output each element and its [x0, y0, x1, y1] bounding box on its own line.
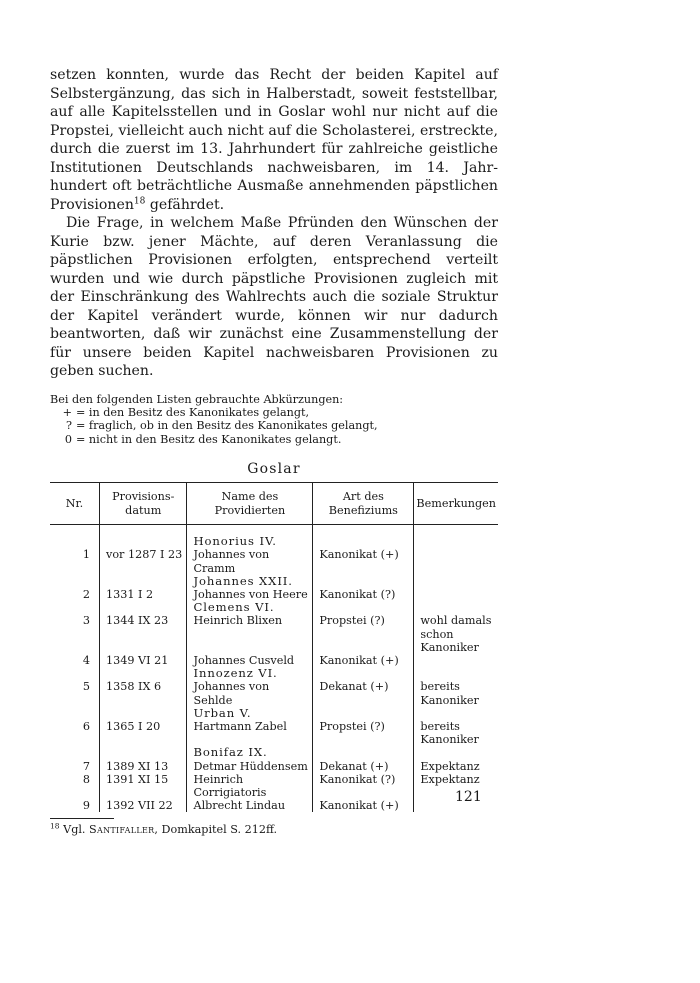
remark-line: Kanoniker — [420, 693, 479, 707]
cell-nr-empty — [50, 746, 100, 759]
header-art-line-2: Benefiziums — [328, 503, 398, 517]
cell-art: Propstei (?) — [313, 614, 414, 654]
cell-name: Johannes von Heere — [187, 588, 313, 601]
cell-art-empty — [313, 535, 414, 548]
cell-bemerkungen — [414, 614, 498, 654]
cell-nr-empty — [50, 667, 100, 680]
abbreviation-item — [50, 406, 498, 419]
header-nr — [50, 483, 100, 525]
body-paragraph-2: Die Frage, in welchem Maße Pfründen den Wünschen der Kurie bzw. jener Mächte, auf deren Veranlassung die päpstlichen Provisionen erfolgten, entsprechend verteilt wurden und wie durch päpstliche Provisionen zugleich mit der Einschränkung des Wahlrechts auch die soziale Struktur der Kapitel verändert wurde, können wir nur dadurch beantworten, daß wir zunächst eine Zusammenstellung der für unsere beiden Kapitel nachweisbaren Provisionen zu geben suchen. — [50, 215, 498, 379]
cell-bem-empty — [414, 601, 498, 614]
remark-line: Expektanz — [420, 759, 480, 773]
table-row — [50, 773, 498, 799]
abbreviation-intro: Bei den folgenden Listen gebrauchte Abkürzungen: — [50, 392, 344, 406]
cell-date-empty — [100, 535, 187, 548]
cell-date: 1389 XI 13 — [100, 760, 187, 773]
cell-art-empty — [313, 746, 414, 759]
cell-bem-empty — [414, 667, 498, 680]
header-date-line-1: Provisions- — [112, 490, 175, 504]
pope-heading-row — [50, 746, 498, 759]
cell-nr: 6 — [82, 719, 90, 733]
cell-date: 1344 IX 23 — [100, 614, 187, 654]
body-paragraph-1 — [50, 66, 498, 214]
page-body — [50, 66, 498, 836]
cell-art-empty — [313, 667, 414, 680]
pope-name: Urban V. — [187, 707, 313, 720]
cell-bemerkungen — [414, 548, 498, 574]
footnote-author: Santifaller — [89, 823, 155, 837]
remark-line: bereits — [420, 719, 460, 733]
abbreviation-text: = in den Besitz des Kanonikates gelangt, — [76, 405, 310, 419]
cell-date-empty — [100, 707, 187, 720]
cell-bemerkungen — [414, 680, 498, 706]
cell-art: Propstei (?) — [313, 720, 414, 746]
cell-bemerkungen — [414, 760, 498, 773]
abbreviation-list — [50, 393, 498, 447]
paragraph-1-end: gefährdet. — [149, 196, 225, 213]
cell-date: 1365 I 20 — [100, 720, 187, 746]
cell-art: Dekanat (+) — [313, 680, 414, 706]
remark-line: Kanoniker — [420, 640, 479, 654]
header-date-line-2: datum — [125, 503, 162, 517]
remark-line: Kanoniker — [420, 733, 479, 747]
cell-name: Albrecht Lindau — [187, 799, 313, 812]
cell-bem-empty — [414, 746, 498, 759]
table-header-row — [50, 483, 498, 525]
table-row — [50, 799, 498, 812]
cell-nr: 1 — [82, 548, 90, 562]
cell-art: Kanonikat (+) — [313, 654, 414, 667]
pope-heading-row — [50, 601, 498, 614]
table-title: Goslar — [247, 461, 301, 478]
pope-heading-row — [50, 667, 498, 680]
footnote-prefix: Vgl. — [63, 823, 86, 837]
cell-date-empty — [100, 667, 187, 680]
remark-line: wohl damals — [420, 614, 492, 628]
header-art-line-1: Art des — [342, 490, 384, 504]
cell-date-empty — [100, 601, 187, 614]
cell-art: Kanonikat (+) — [313, 799, 414, 812]
pope-name: Clemens VI. — [187, 601, 313, 614]
footnote-citation: , Domkapitel S. 212ff. — [154, 823, 278, 837]
pope-name: Bonifaz IX. — [187, 746, 313, 759]
header-name-line-1: Name des — [221, 490, 279, 504]
cell-bem-empty — [414, 535, 498, 548]
header-name — [187, 483, 313, 525]
cell-name: Johannes von Cramm — [187, 548, 313, 574]
cell-date: 1349 VI 21 — [100, 654, 187, 667]
cell-nr-empty — [50, 575, 100, 588]
header-bemerkungen-label: Bemerkungen — [416, 497, 496, 511]
cell-art-empty — [313, 601, 414, 614]
abbreviation-symbol: 0 — [64, 432, 72, 446]
provisions-table — [50, 482, 498, 812]
cell-nr-empty — [50, 707, 100, 720]
cell-name: Johannes Cusveld — [187, 654, 313, 667]
table-row — [50, 588, 498, 601]
pope-name: Johannes XXII. — [187, 575, 313, 588]
abbreviation-symbol: ? — [66, 419, 72, 433]
cell-name: Heinrich Blixen — [187, 614, 313, 654]
pope-name: Honorius IV. — [187, 535, 313, 548]
remark-line: bereits — [420, 680, 460, 694]
cell-name: Detmar Hüddensem — [187, 760, 313, 773]
header-nr-label: Nr. — [65, 497, 84, 511]
header-bemerkungen — [414, 483, 498, 525]
cell-art: Kanonikat (+) — [313, 548, 414, 574]
header-name-line-2: Providierten — [214, 503, 286, 517]
cell-date: 1358 IX 6 — [100, 680, 187, 706]
footnote-reference: 18 — [133, 195, 146, 206]
abbreviation-text: = nicht in den Besitz des Kanonikates gelangt. — [76, 432, 342, 446]
cell-nr: 8 — [82, 772, 90, 786]
cell-name: Johannes von Sehlde — [187, 680, 313, 706]
cell-bemerkungen — [414, 654, 498, 667]
abbreviation-item — [50, 433, 498, 446]
abbreviation-item — [50, 419, 498, 432]
cell-date-empty — [100, 575, 187, 588]
header-art — [313, 483, 414, 525]
cell-nr: 9 — [82, 799, 90, 813]
cell-date-empty — [100, 746, 187, 759]
paragraph-1-text: setzen konnten, wurde das Recht der beiden Kapitel auf Selbstergänzung, das sich in Halberstadt, soweit feststellbar, auf alle Kapitelsstellen und in Goslar wohl nur nicht auf die Propstei, vielleicht auch nicht auf die Scholasterei, erstreckte, durch die zuerst im 13. Jahrhundert für zahlreiche geistliche Institutionen Deutschlands nachweisbaren, im 14. Jahrhundert oft beträchtliche Ausmaße annehmenden päpstlichen Provisionen — [50, 67, 498, 213]
cell-date: vor 1287 I 23 — [100, 548, 187, 574]
remark-line: schon — [420, 627, 454, 641]
cell-art-empty — [313, 707, 414, 720]
header-date — [100, 483, 187, 525]
cell-date: 1331 I 2 — [100, 588, 187, 601]
footnote — [50, 823, 498, 836]
cell-bemerkungen — [414, 720, 498, 746]
cell-art: Dekanat (+) — [313, 760, 414, 773]
cell-nr: 3 — [82, 614, 90, 628]
pope-heading-row — [50, 535, 498, 548]
table-row — [50, 680, 498, 706]
cell-art: Kanonikat (?) — [313, 773, 414, 799]
cell-art: Kanonikat (?) — [313, 588, 414, 601]
cell-nr: 2 — [82, 587, 90, 601]
cell-nr: 5 — [82, 680, 90, 694]
remark-line: Expektanz — [420, 772, 480, 786]
pope-heading-row — [50, 575, 498, 588]
cell-bem-empty — [414, 575, 498, 588]
cell-name: Hartmann Zabel — [187, 720, 313, 746]
table-row — [50, 614, 498, 654]
cell-name: Heinrich Corrigiatoris — [187, 773, 313, 799]
abbreviation-symbol: + — [62, 405, 72, 419]
cell-nr-empty — [50, 535, 100, 548]
abbreviation-text: = fraglich, ob in den Besitz des Kanonikates gelangt, — [76, 419, 378, 433]
footnote-rule — [50, 818, 114, 819]
cell-nr-empty — [50, 601, 100, 614]
page-number: 121 — [455, 789, 482, 805]
cell-date: 1392 VII 22 — [100, 799, 187, 812]
cell-bem-empty — [414, 707, 498, 720]
cell-date: 1391 XI 15 — [100, 773, 187, 799]
pope-name: Innozenz VI. — [187, 667, 313, 680]
table-row — [50, 760, 498, 773]
table-row — [50, 548, 498, 574]
cell-nr: 4 — [82, 653, 90, 667]
cell-bemerkungen — [414, 588, 498, 601]
pope-heading-row — [50, 707, 498, 720]
footnote-number: 18 — [50, 821, 60, 831]
cell-art-empty — [313, 575, 414, 588]
cell-nr: 7 — [82, 759, 90, 773]
table-row — [50, 720, 498, 746]
